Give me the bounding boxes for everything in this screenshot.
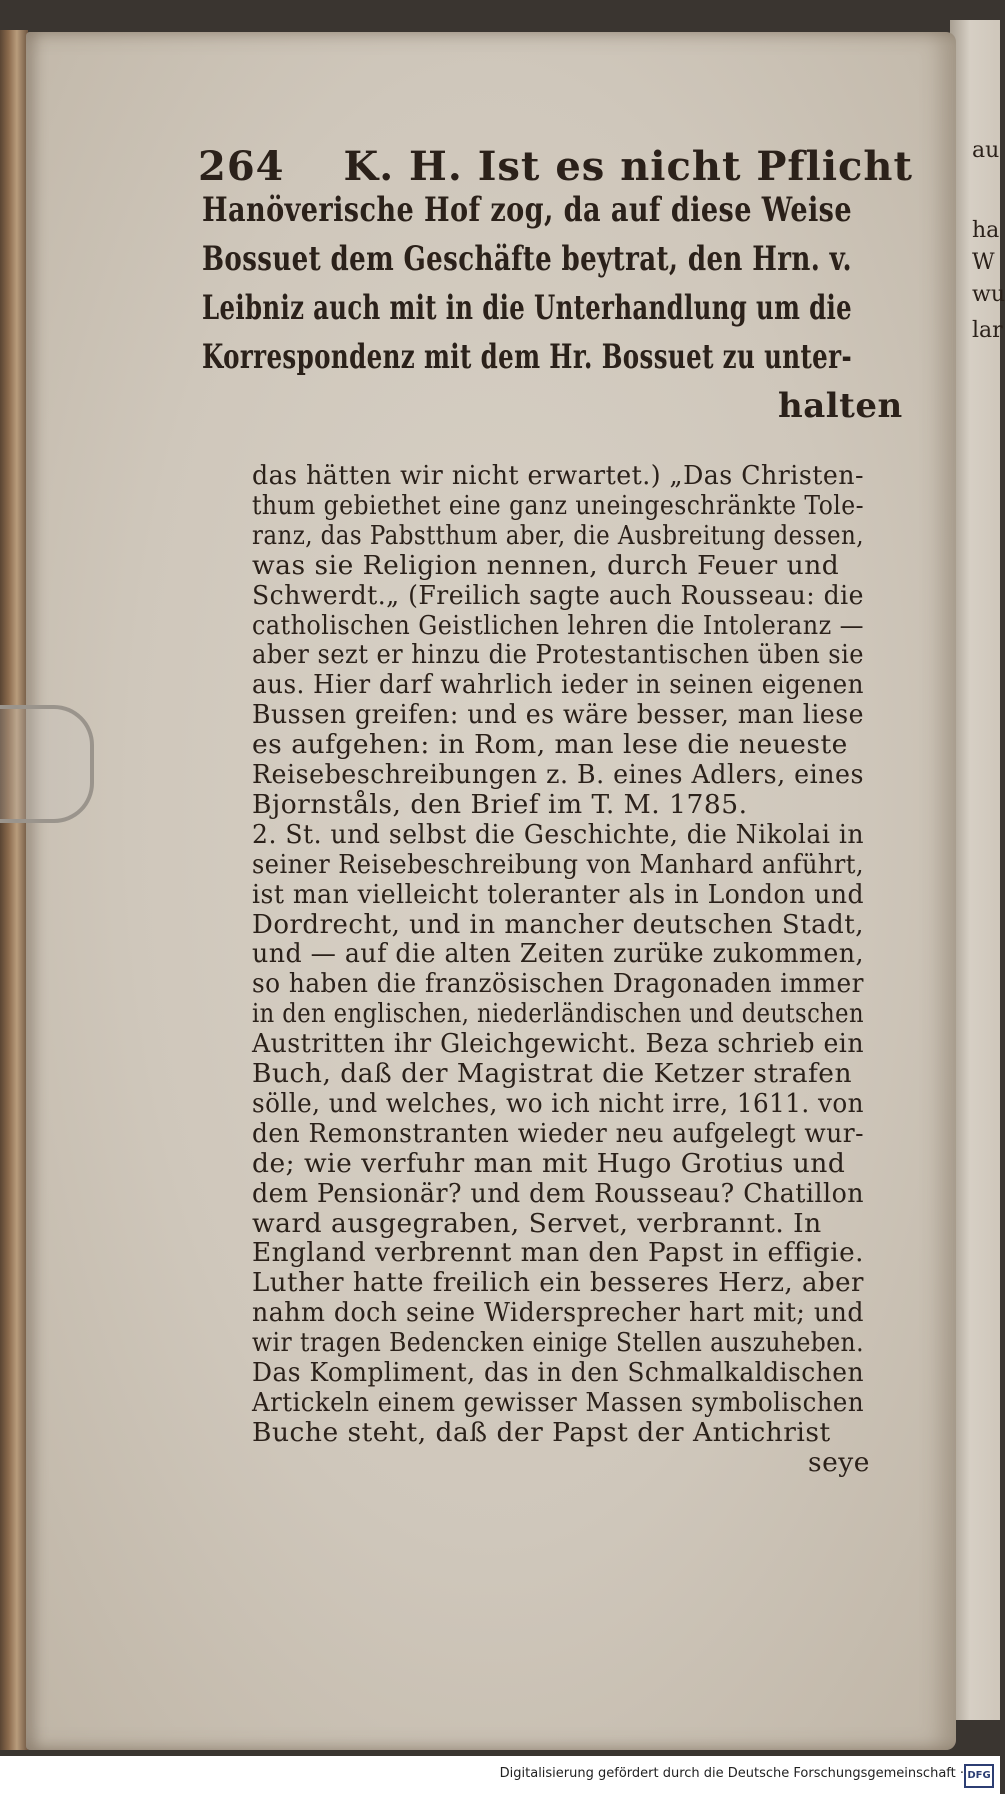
footnote-line: Buche steht, daß der Papst der Antichrist	[252, 1416, 831, 1448]
footnote-line: was sie Religion nennen, durch Feuer und	[252, 549, 840, 581]
footnote-line: Reisebeschreibungen z. B. eines Adlers, eines	[252, 759, 864, 790]
facing-page-fragment: W	[972, 250, 995, 275]
header-title: K. H. Ist es nicht Pflicht	[343, 143, 913, 190]
footnote-line: aus. Hier darf wahrlich ieder in seinen eigenen	[252, 669, 864, 701]
footnote-line: dem Pensionär? und dem Rousseau? Chatillon	[252, 1177, 864, 1209]
footnote-line: Schwerdt.„ (Freilich sagte auch Rousseau: die	[252, 579, 864, 611]
footnote-line: England verbrennt man den Papst in effigie.	[252, 1237, 864, 1269]
footnote-line: Buch, daß der Magistrat die Ketzer strafen	[252, 1058, 853, 1089]
footnote-line: catholischen Geistlichen lehren die Intoleranz —	[252, 609, 864, 641]
page-clip	[0, 705, 94, 823]
facing-page-fragment: ha	[972, 218, 1000, 243]
footnote-line: und — auf die alten Zeiten zurüke zukommen,	[252, 938, 864, 970]
footnote-line: wir tragen Bedencken einige Stellen auszuheben.	[252, 1327, 864, 1359]
page-number: 264	[198, 143, 285, 190]
facing-page-fragment: lar	[972, 318, 1003, 343]
upper-line: Leibniz auch mit in die Unterhandlung um die	[202, 288, 852, 328]
footnote-line: es aufgehen: in Rom, man lese die neueste	[252, 729, 848, 761]
footnote-line: Luther hatte freilich ein besseres Herz, aber	[252, 1267, 864, 1299]
footnote-line: Bussen greifen: und es wäre besser, man liese	[252, 699, 864, 731]
book-spine-edge	[0, 30, 28, 1750]
facing-page-fragment: wu	[972, 282, 1005, 307]
footnote-line: Das Kompliment, das in den Schmalkaldischen	[252, 1357, 864, 1388]
catchword-lower: seye	[808, 1446, 870, 1478]
upper-line: Hanöverische Hof zog, da auf diese Weise	[202, 190, 852, 230]
upper-line: Bossuet dem Geschäfte beytrat, den Hrn. v.	[202, 239, 852, 279]
footnote-line: ward ausgegraben, Servet, verbrannt. In	[252, 1207, 822, 1239]
footnote-line: aber sezt er hinzu die Protestantischen üben sie	[252, 639, 864, 671]
facing-page-edge	[950, 20, 1000, 1720]
footnote-line: den Remonstranten wieder neu aufgelegt wur-	[252, 1117, 864, 1149]
footnote-line: seiner Reisebeschreibung von Manhard anführt,	[252, 848, 864, 880]
footnote-line: Dordrecht, und in mancher deutschen Stadt,	[252, 908, 864, 940]
dfg-logo: DFG	[964, 1764, 994, 1788]
digitization-footer	[0, 1756, 1000, 1794]
facing-page-fragment: au	[972, 138, 1000, 163]
footnote-line: Artickeln einem gewisser Massen symbolischen	[252, 1386, 864, 1418]
footnote-line: ranz, das Pabstthum aber, die Ausbreitung dessen,	[252, 519, 864, 551]
footnote-line: de; wie verfuhr man mit Hugo Grotius und	[252, 1147, 846, 1179]
footnote-line: nahm doch seine Widersprecher hart mit; und	[252, 1297, 864, 1329]
footnote-line: 2. St. und selbst die Geschichte, die Nikolai in	[252, 818, 864, 850]
catchword-upper: halten	[778, 386, 903, 426]
footnote-line: so haben die französischen Dragonaden immer	[252, 968, 864, 1000]
footnote-line: Bjornståls, den Brief im T. M. 1785.	[252, 788, 748, 820]
footnote-line: sölle, und welches, wo ich nicht irre, 1611. von	[252, 1087, 864, 1119]
upper-line: Korrespondenz mit dem Hr. Bossuet zu unter-	[202, 337, 852, 377]
running-header	[198, 143, 913, 190]
footer-credit: Digitalisierung gefördert durch die Deutsche Forschungsgemeinschaft ·	[499, 1766, 964, 1781]
footnote-line: das hätten wir nicht erwartet.) „Das Christen-	[252, 460, 864, 491]
footnote-line: in den englischen, niederländischen und deutschen	[252, 998, 864, 1030]
footnote-line: Austritten ihr Gleichgewicht. Beza schrieb ein	[252, 1028, 864, 1060]
footnote-line: thum gebiethet eine ganz uneingeschränkte Tole-	[252, 489, 864, 521]
footnote-line: ist man vielleicht toleranter als in London und	[252, 878, 864, 910]
